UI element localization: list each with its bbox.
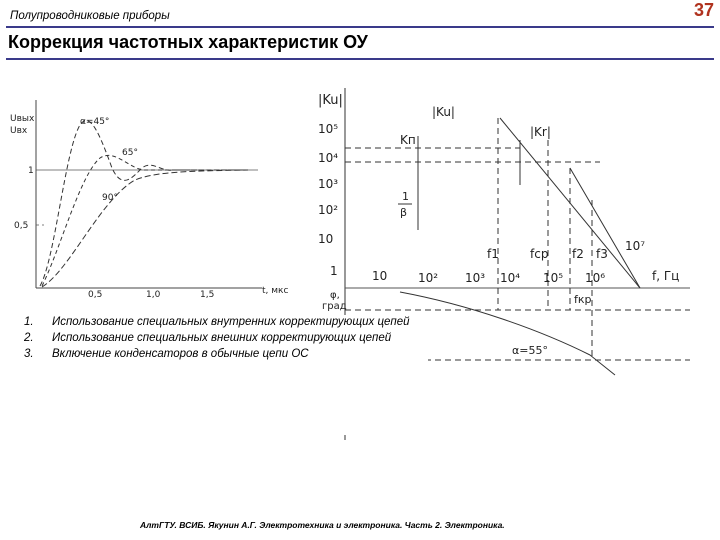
list-item-number: 1.	[24, 316, 34, 328]
step-ylabel-top: Uвых	[10, 114, 35, 124]
bode-kr-label: |Kr|	[530, 125, 551, 139]
list-item-text: Включение конденсаторов в обычные цепи ОС	[52, 348, 309, 360]
bode-ytick-10: 10	[318, 232, 334, 246]
list-item	[10, 347, 428, 361]
footer: АлтГТУ. ВСИБ. Якунин А.Г. Электротехника и электроника. Часть 2. Электроника.	[140, 520, 505, 530]
step-label-a45: α=45°	[80, 117, 110, 127]
bode-xtick-10: 10	[372, 269, 388, 283]
step-xtick-15: 1,5	[200, 290, 215, 300]
bode-xtick-1e7: 10⁷	[625, 239, 646, 253]
bode-ytick-1: 1	[330, 264, 338, 278]
bode-ytick-1e2: 10²	[318, 203, 339, 217]
step-label-a90: 90°	[102, 193, 118, 203]
bode-xtick-1e6: 10⁶	[585, 271, 606, 285]
list-item-text: Использование специальных внутренних корректирующих цепей	[52, 316, 410, 328]
bode-f2-label: f2	[572, 247, 584, 261]
bode-fkp-label: fкр	[574, 293, 592, 306]
step-label-a65: 65°	[122, 148, 138, 158]
page-title: Коррекция частотных характеристик ОУ	[8, 32, 368, 52]
bode-beta-den: β	[400, 206, 408, 219]
step-ylabel-bottom: Uвх	[10, 126, 28, 136]
step-curve-65	[42, 155, 248, 286]
bode-ytick-1e4: 10⁴	[318, 151, 339, 165]
bode-phase-margin: α=55°	[512, 344, 548, 357]
course-title: Полупроводниковые приборы	[10, 10, 170, 22]
step-curve-45	[40, 121, 248, 286]
slide-number: 37	[693, 0, 714, 20]
bode-ytick-1e5: 10⁵	[318, 122, 339, 136]
bode-phase-label-bottom: град	[322, 301, 347, 312]
step-xtick-05: 0,5	[88, 290, 103, 300]
list-item-number: 3.	[24, 348, 34, 360]
step-curve-90	[42, 170, 248, 287]
bode-ytick-1e3: 10³	[318, 177, 339, 191]
list-item-text: Использование специальных внешних корректирующих цепей	[52, 332, 392, 344]
bode-fcp-label: fср	[530, 247, 549, 261]
step-ytick-05: 0,5	[14, 221, 29, 231]
bode-xtick-1e3: 10³	[465, 271, 486, 285]
bode-xtick-1e4: 10⁴	[500, 271, 521, 285]
bode-xtick-1e5: 10⁵	[543, 271, 564, 285]
step-xtick-10: 1,0	[146, 290, 161, 300]
bode-f1-label: f1	[487, 247, 499, 261]
bode-phase-label-top: φ,	[330, 290, 340, 301]
bode-f3-label: f3	[596, 247, 608, 261]
bode-ku-line	[570, 168, 640, 288]
bode-xtick-1e2: 10²	[418, 271, 439, 285]
methods-list	[10, 315, 428, 361]
bode-kp-label: Kп	[400, 133, 416, 147]
bode-beta-num: 1	[402, 190, 409, 203]
step-response-plot	[10, 100, 288, 300]
methods-box	[10, 315, 428, 435]
step-xlabel: t, мкс	[262, 286, 289, 296]
bode-xlabel: f, Гц	[652, 269, 680, 283]
list-item	[10, 331, 428, 345]
step-ytick-1: 1	[28, 166, 34, 176]
list-item	[10, 315, 428, 329]
list-item-number: 2.	[24, 332, 34, 344]
bode-ku-label: |Ku|	[432, 105, 455, 119]
bode-ylabel: |Ku|	[318, 93, 343, 108]
